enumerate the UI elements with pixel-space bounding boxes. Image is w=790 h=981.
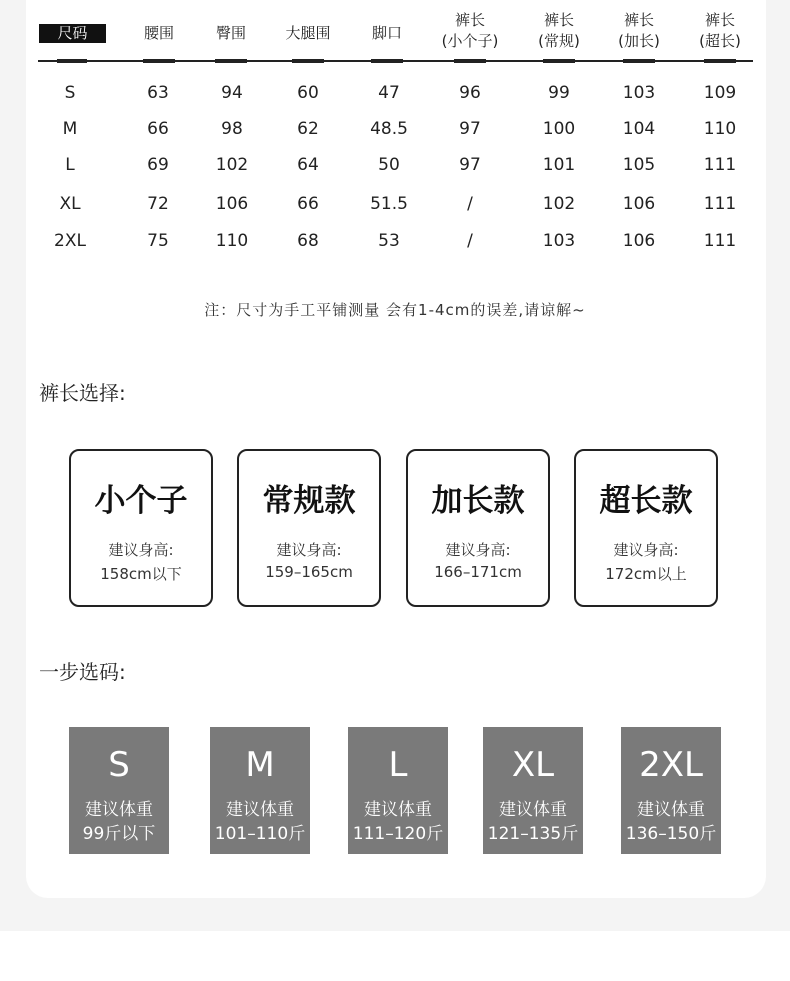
- size-option-size: 2XL: [639, 745, 703, 785]
- size-option-s[interactable]: [69, 727, 169, 854]
- table-cell: 53: [378, 231, 400, 251]
- column-marker: [292, 59, 324, 63]
- table-cell: 50: [378, 155, 400, 175]
- header-waist: 腰围: [143, 24, 174, 42]
- table-cell: 97: [459, 155, 481, 175]
- table-cell: 103: [622, 83, 656, 103]
- size-cell: L: [65, 155, 75, 175]
- size-cell: M: [62, 119, 78, 139]
- column-marker: [143, 59, 175, 63]
- size-option-label: 建议体重: [499, 800, 567, 820]
- size-option-xl[interactable]: [483, 727, 583, 854]
- size-section-title: 一步选码:: [39, 660, 126, 684]
- size-option-m[interactable]: [210, 727, 310, 854]
- length-option-value: 159–165cm: [265, 563, 353, 581]
- size-option-l[interactable]: [348, 727, 448, 854]
- table-cell: 106: [622, 194, 656, 214]
- header-length-extra-long: 裤长 (超长): [699, 11, 741, 50]
- table-cell: 48.5: [370, 119, 408, 139]
- table-cell: 102: [542, 194, 576, 214]
- table-cell: 111: [703, 194, 737, 214]
- table-cell: /: [467, 231, 473, 251]
- table-cell: 105: [622, 155, 656, 175]
- table-cell: 47: [378, 83, 400, 103]
- column-marker: [454, 59, 486, 63]
- table-cell: 68: [297, 231, 319, 251]
- length-option-petite[interactable]: [69, 449, 213, 607]
- table-cell: 99: [548, 83, 570, 103]
- length-option-value: 172cm以上: [605, 565, 687, 583]
- size-option-label: 建议体重: [637, 800, 705, 820]
- length-option-label: 建议身高:: [108, 541, 174, 559]
- table-cell: 110: [703, 119, 737, 139]
- header-hem: 脚口: [371, 24, 402, 42]
- size-option-size: L: [388, 745, 408, 785]
- size-option-value: 111–120斤: [352, 824, 444, 844]
- length-section-title: 裤长选择:: [39, 381, 126, 405]
- table-cell: 106: [215, 194, 249, 214]
- table-cell: 66: [297, 194, 319, 214]
- size-option-size: XL: [511, 745, 555, 785]
- table-cell: 63: [147, 83, 169, 103]
- table-cell: 100: [542, 119, 576, 139]
- header-length-long: 裤长 (加长): [618, 11, 660, 50]
- length-option-label: 建议身高:: [445, 541, 511, 559]
- column-marker: [543, 59, 575, 63]
- table-cell: 106: [622, 231, 656, 251]
- footer-area: [0, 931, 790, 981]
- header-hip: 臀围: [215, 24, 246, 42]
- length-option-label: 建议身高:: [276, 541, 342, 559]
- length-option-value: 158cm以下: [100, 565, 182, 583]
- size-option-value: 136–150斤: [625, 824, 717, 844]
- table-cell: 110: [215, 231, 249, 251]
- table-cell: 98: [221, 119, 243, 139]
- header-length-petite: 裤长 (小个子): [441, 11, 499, 50]
- size-option-label: 建议体重: [226, 800, 294, 820]
- table-cell: 69: [147, 155, 169, 175]
- header-length-regular: 裤长 (常规): [538, 11, 580, 50]
- table-cell: 111: [703, 155, 737, 175]
- size-option-value: 121–135斤: [487, 824, 579, 844]
- size-cell: XL: [59, 194, 81, 214]
- header-thigh: 大腿围: [285, 24, 331, 42]
- size-option-value: 101–110斤: [214, 824, 306, 844]
- size-cell: 2XL: [54, 231, 86, 251]
- table-cell: 101: [542, 155, 576, 175]
- table-cell: 111: [703, 231, 737, 251]
- length-option-regular[interactable]: [237, 449, 381, 607]
- length-option-long[interactable]: [406, 449, 550, 607]
- size-option-label: 建议体重: [364, 800, 432, 820]
- size-option-label: 建议体重: [85, 800, 153, 820]
- column-marker: [57, 59, 87, 63]
- table-cell: 51.5: [370, 194, 408, 214]
- table-cell: 62: [297, 119, 319, 139]
- column-marker: [215, 59, 247, 63]
- length-option-name: 小个子: [94, 483, 188, 519]
- column-marker: [704, 59, 736, 63]
- table-cell: 97: [459, 119, 481, 139]
- size-option-2xl[interactable]: [621, 727, 721, 854]
- length-option-name: 超长款: [599, 483, 693, 519]
- length-option-name: 加长款: [431, 483, 525, 519]
- length-option-label: 建议身高:: [613, 541, 679, 559]
- size-cell: S: [64, 83, 76, 103]
- table-cell: /: [467, 194, 473, 214]
- size-option-size: S: [108, 745, 130, 785]
- header-size: 尺码: [39, 24, 106, 43]
- table-cell: 96: [459, 83, 481, 103]
- size-option-size: M: [245, 745, 275, 785]
- table-cell: 72: [147, 194, 169, 214]
- length-option-name: 常规款: [262, 483, 356, 519]
- length-option-value: 166–171cm: [434, 563, 522, 581]
- length-option-extra-long[interactable]: [574, 449, 718, 607]
- column-marker: [623, 59, 655, 63]
- measurement-note: 注：尺寸为手工平铺测量 会有1-4cm的误差,请谅解~: [204, 301, 586, 319]
- table-cell: 109: [703, 83, 737, 103]
- table-cell: 64: [297, 155, 319, 175]
- table-cell: 102: [215, 155, 249, 175]
- table-cell: 60: [297, 83, 319, 103]
- column-marker: [371, 59, 403, 63]
- table-cell: 75: [147, 231, 169, 251]
- size-option-value: 99斤以下: [82, 824, 156, 844]
- table-cell: 66: [147, 119, 169, 139]
- table-cell: 94: [221, 83, 243, 103]
- table-cell: 104: [622, 119, 656, 139]
- table-cell: 103: [542, 231, 576, 251]
